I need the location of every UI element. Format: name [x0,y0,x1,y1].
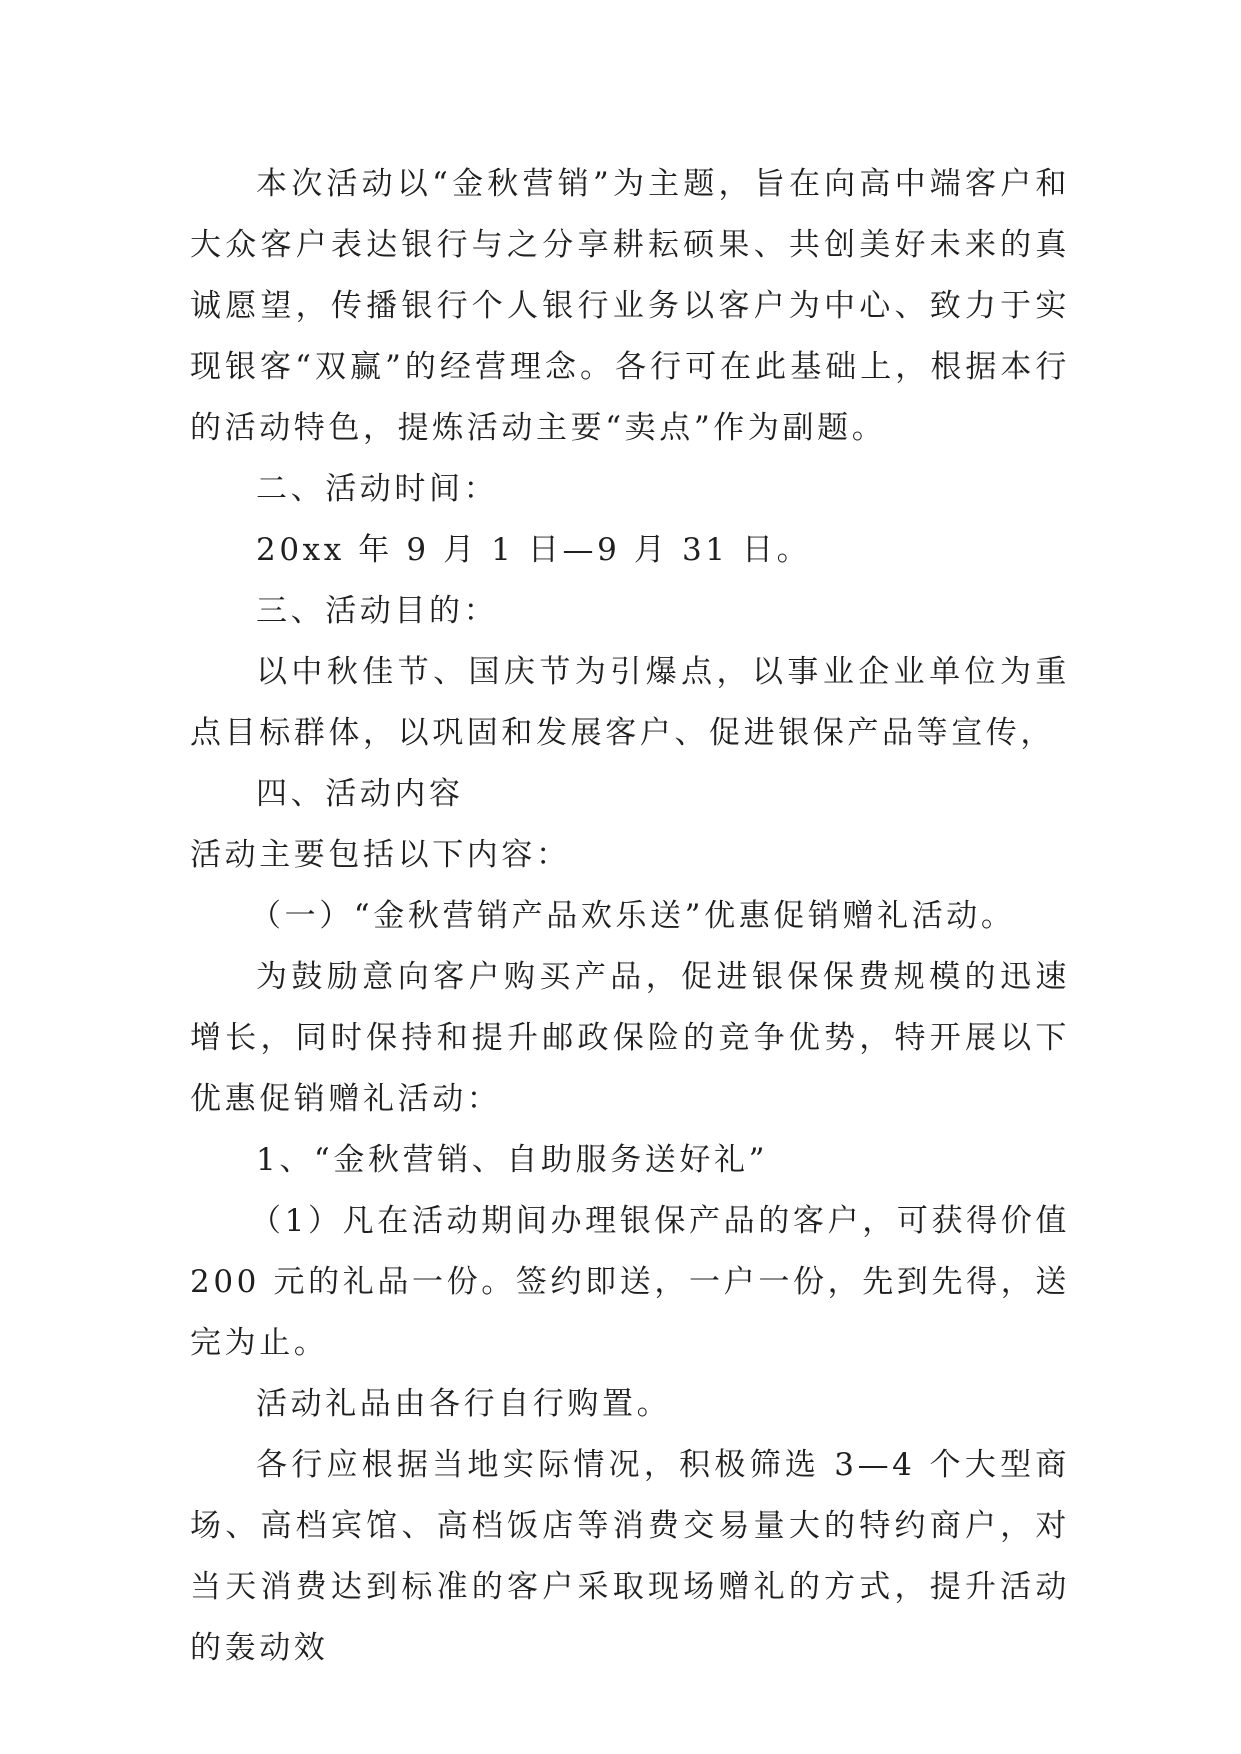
paragraph-content-intro: 活动主要包括以下内容： [190,837,571,873]
paragraph-activity-dates: 20xx 年 9 月 1 日—9 月 31 日。 [256,532,812,568]
heading-activity-purpose: 三、活动目的： [256,593,499,629]
paragraph-gift-purchase: 活动礼品由各行自行购置。 [256,1386,672,1422]
heading-activity-time: 二、活动时间： [256,471,499,507]
paragraph-theme: 本次活动以“金秋营销”为主题，旨在向高中端客户和大众客户表达银行与之分享耕耘硕果、共创美好未来的真诚愿望，传播银行个人银行业务以客户为中心、致力于实现银客“双赢”的经营理念。各行可在此基础上，根据本行的活动特色，提炼活动主要“卖点”作为副题。 [190,166,1070,446]
paragraph-merchant-selection: 各行应根据当地实际情况，积极筛选 3—4 个大型商场、高档宾馆、高档饭店等消费交易量大的特约商户，对当天消费达到标准的客户采取现场赠礼的方式，提升活动的轰动效 [190,1447,1070,1666]
subheading-promotion: （一）“金秋营销产品欢乐送”优惠促销赠礼活动。 [250,898,1016,934]
paragraph-promotion-intro: 为鼓励意向客户购买产品，促进银保保费规模的迅速增长，同时保持和提升邮政保险的竞争优势，特开展以下优惠促销赠礼活动： [190,959,1070,1117]
item-self-service-gift: 1、“金秋营销、自助服务送好礼” [256,1142,769,1178]
document-body [190,154,1070,1679]
paragraph-activity-purpose: 以中秋佳节、国庆节为引爆点，以事业企业单位为重点目标群体，以巩固和发展客户、促进银保产品等宣传， [190,654,1070,751]
item-gift-rule-1: （1）凡在活动期间办理银保产品的客户，可获得价值 200 元的礼品一份。签约即送，一户一份，先到先得，送完为止。 [190,1203,1070,1361]
heading-activity-content: 四、活动内容 [256,776,464,812]
